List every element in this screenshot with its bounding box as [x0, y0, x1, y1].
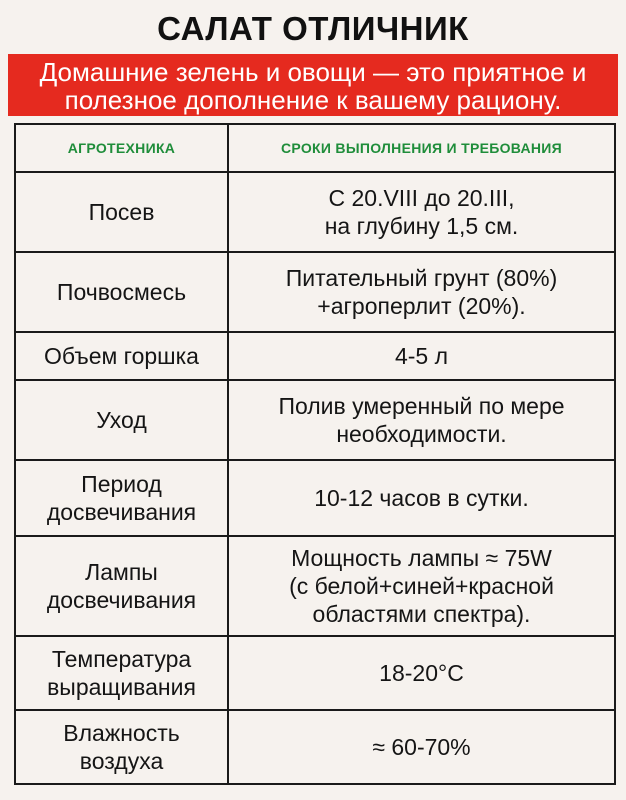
row-value-humidity: ≈ 60-70%: [228, 710, 615, 784]
table-row: [15, 380, 615, 460]
row-label-temperature: Температура выращивания: [15, 636, 228, 710]
row-value-temperature: 18-20°С: [228, 636, 615, 710]
header-agrotech: АГРОТЕХНИКА: [15, 124, 228, 172]
row-value-soil: Питательный грунт (80%) +агроперлит (20%).: [228, 252, 615, 332]
row-label-light-period: Период досвечивания: [15, 460, 228, 536]
row-label-pot: Объем горшка: [15, 332, 228, 380]
table-row: [15, 710, 615, 784]
row-value-sowing: С 20.VIII до 20.III, на глубину 1,5 см.: [228, 172, 615, 252]
table-header-row: [15, 124, 615, 172]
agrotech-table: [14, 123, 616, 785]
row-value-care: Полив умеренный по мере необходимости.: [228, 380, 615, 460]
row-value-light-period: 10-12 часов в сутки.: [228, 460, 615, 536]
red-banner: Домашние зелень и овощи — это приятное и полезное дополнение к вашему рациону.: [8, 54, 618, 116]
table-row: [15, 252, 615, 332]
table-row: [15, 332, 615, 380]
row-label-soil: Почвосмесь: [15, 252, 228, 332]
header-requirements: СРОКИ ВЫПОЛНЕНИЯ И ТРЕБОВАНИЯ: [228, 124, 615, 172]
row-label-sowing: Посев: [15, 172, 228, 252]
row-value-pot: 4-5 л: [228, 332, 615, 380]
row-value-lamps: Мощность лампы ≈ 75W (с белой+синей+красной областями спектра).: [228, 536, 615, 636]
row-label-care: Уход: [15, 380, 228, 460]
row-label-humidity: Влажность воздуха: [15, 710, 228, 784]
page-title: САЛАТ ОТЛИЧНИК: [157, 10, 469, 47]
table-row: [15, 460, 615, 536]
table-row: [15, 636, 615, 710]
table-row: [15, 536, 615, 636]
table-row: [15, 172, 615, 252]
row-label-lamps: Лампы досвечивания: [15, 536, 228, 636]
